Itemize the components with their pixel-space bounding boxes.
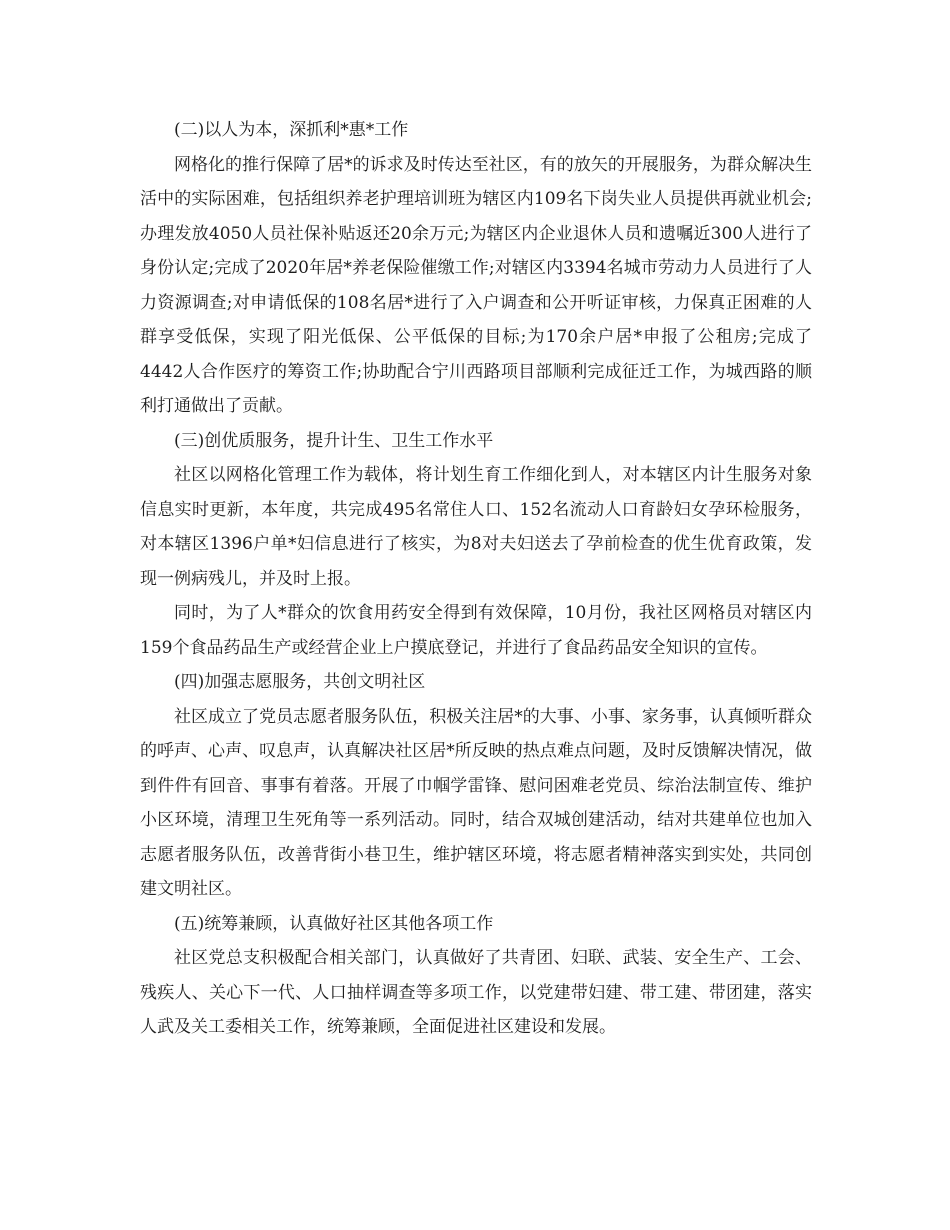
paragraph-food-safety: 同时，为了人*群众的饮食用药安全得到有效保障，10月份，我社区网格员对辖区内159个食品药品生产或经营企业上户摸底登记，并进行了食品药品安全知识的宣传。 [140,603,812,658]
paragraph-volunteer-service: 社区成立了党员志愿者服务队伍，积极关注居*的大事、小事、家务事，认真倾听群众的呼声、心声、叹息声，认真解决社区居*所反映的热点难点问题，及时反馈解决情况，做到件件有回音、事事有着落。开展了巾帼学雷锋、慰问困难老党员、综治法制宣传、维护小区环境，清理卫生死角等一系列活动。同时，结合双城创建活动，结对共建单位也加入志愿者服务队伍，改善背街小巷卫生，维护辖区环境，将志愿者精神落实到实处，共同创建文明社区。 [140,706,812,899]
paragraph-other-work: 社区党总支积极配合相关部门，认真做好了共青团、妇联、武装、安全生产、工会、残疾人、关心下一代、人口抽样调查等多项工作，以党建带妇建、带工建、带团建，落实人武及关工委相关工作，统筹兼顾，全面促进社区建设和发展。 [140,948,812,1037]
section-heading-2: (二)以人为本，深抓利*惠*工作 [174,120,409,140]
document-body [140,113,812,1045]
paragraph-family-planning: 社区以网格化管理工作为载体，将计划生育工作细化到人，对本辖区内计生服务对象信息实时更新，本年度，共完成495名常住人口、152名流动人口育龄妇女孕环检服务，对本辖区1396户单*妇信息进行了核实，为8对夫妇送去了孕前检查的优生优育政策，发现一例病残儿，并及时上报。 [140,465,812,589]
section-heading-3: (三)创优质服务，提升计生、卫生工作水平 [174,430,494,451]
section-heading-4: (四)加强志愿服务，共创文明社区 [174,672,426,692]
paragraph-social-security: 网格化的推行保障了居*的诉求及时传达至社区，有的放矢的开展服务，为群众解决生活中的实际困难，包括组织养老护理培训班为辖区内109名下岗失业人员提供再就业机会;办理发放4050人员社保补贴返还20余万元;为辖区内企业退休人员和遗嘱近300人进行了身份认定;完成了2020年居*养老保险催缴工作;对辖区内3394名城市劳动力人员进行了人力资源调查;对申请低保的108名居*进行了入户调查和公开听证审核，力保真正困难的人群享受低保，实现了阳光低保、公平低保的目标;为170余户居*申报了公租房;完成了4442人合作医疗的筹资工作;协助配合宁川西路项目部顺利完成征迁工作，为城西路的顺利打通做出了贡献。 [140,154,812,416]
section-heading-5: (五)统筹兼顾，认真做好社区其他各项工作 [174,913,494,934]
